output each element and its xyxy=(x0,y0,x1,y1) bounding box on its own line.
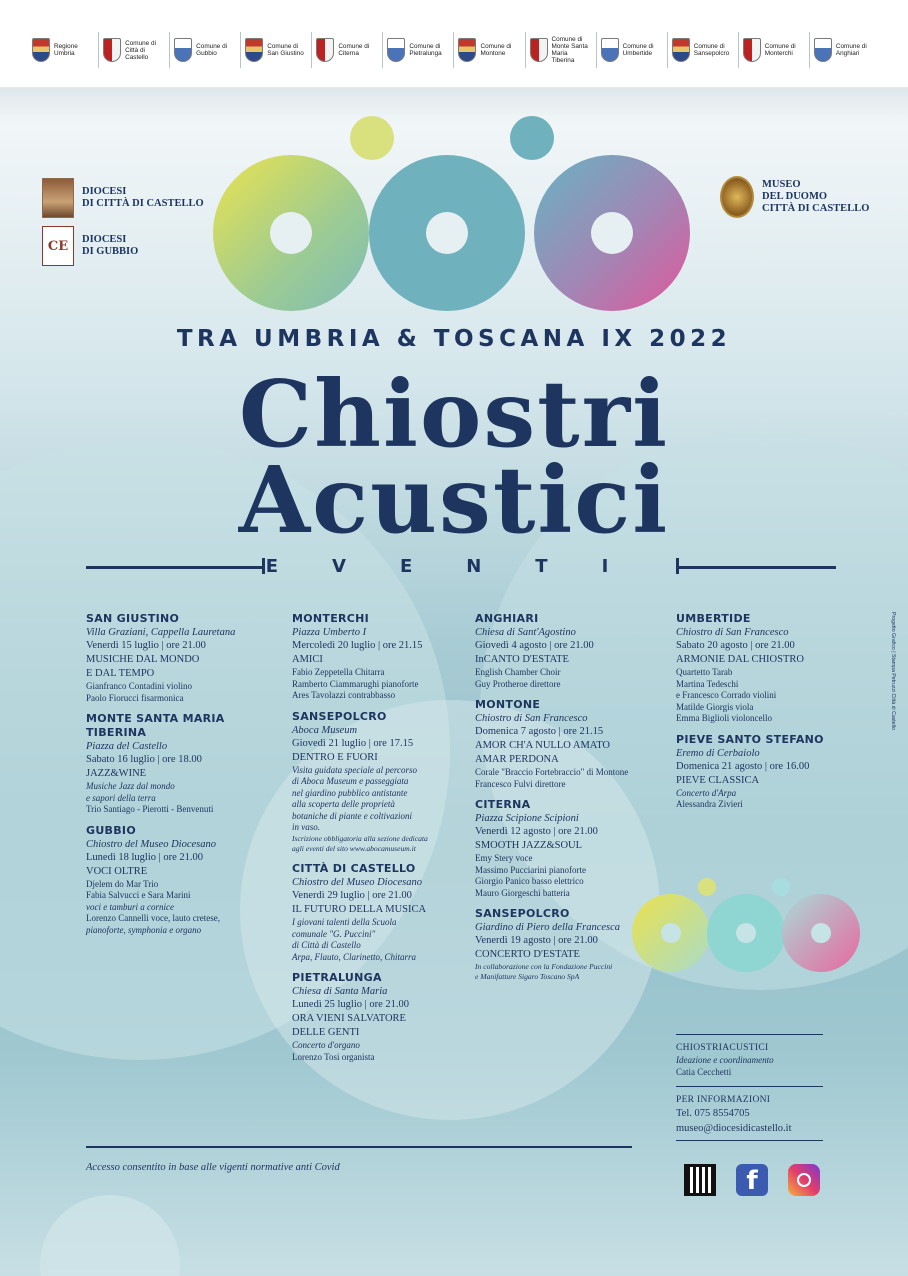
event-performer: e Manifatture Sigaro Toscano SpA xyxy=(475,972,580,982)
sponsor-logo xyxy=(738,32,809,68)
event-performer: Mauro Giorgeschi batteria xyxy=(475,887,570,898)
event-performer: Iscrizione obbligatoria alla sezione dedicata xyxy=(292,833,428,843)
credits-divider xyxy=(676,1086,823,1087)
sponsor-name: Comune di San Giustino xyxy=(267,43,304,57)
event-performer: English Chamber Choir xyxy=(475,667,561,677)
logo-ring-hole xyxy=(270,212,312,254)
sponsor-logo xyxy=(667,32,738,68)
logo-ring-hole xyxy=(426,212,468,254)
event-town: SANSEPOLCRO xyxy=(292,709,387,723)
event-title: ARMONIE DAL CHIOSTRO xyxy=(676,654,804,665)
events-heading: EVENTI xyxy=(265,556,663,577)
event-performer: Giorgio Panico basso elettrico xyxy=(475,876,584,886)
event-venue: Eremo di Cerbaiolo xyxy=(676,747,760,759)
diocesi-gubbio-logo: CE xyxy=(42,226,74,266)
event-entry xyxy=(475,698,675,790)
event-venue: Chiesa di Sant'Agostino xyxy=(475,627,576,638)
event-entry xyxy=(676,733,851,811)
event-venue: Piazza del Castello xyxy=(86,741,168,752)
sponsor-name: Comune di Pietralunga xyxy=(409,43,442,57)
event-title: AMAR PERDONA xyxy=(475,754,559,765)
event-performer: voci e tamburi a cornice xyxy=(86,901,174,912)
event-title: PIEVE CLASSICA xyxy=(676,774,760,786)
event-title: InCANTO D'ESTATE xyxy=(475,654,569,665)
event-date: Venerdì 29 luglio | ore 21.00 xyxy=(292,890,412,902)
sponsor-logo-bar xyxy=(0,0,908,88)
facebook-icon[interactable]: f xyxy=(736,1164,768,1196)
bg-circle xyxy=(40,1195,180,1276)
info-phone[interactable]: Tel. 075 8554705 xyxy=(676,1108,750,1119)
diocesi-castello-label: DIOCESI DI CITTÀ DI CASTELLO xyxy=(82,186,204,209)
small-ring-hole xyxy=(736,923,756,943)
credits-brand: CHIOSTRIACUSTICI xyxy=(676,1043,769,1053)
small-dot xyxy=(772,878,790,896)
sponsor-name: Regione Umbria xyxy=(54,43,78,57)
event-performer: Djelem do Mar Trio xyxy=(86,878,159,889)
event-title: VOCI OLTRE xyxy=(86,865,148,877)
event-performer: Fabia Salvucci e Sara Marini xyxy=(86,890,191,900)
event-title: JAZZ&WINE xyxy=(86,768,147,779)
event-title: IL FUTURO DELLA MUSICA xyxy=(292,904,427,916)
event-venue: Piazza Scipione Scipioni xyxy=(475,813,579,824)
diocesi-gubbio-label: DIOCESI DI GUBBIO xyxy=(82,234,139,257)
event-town: MONTONE xyxy=(475,698,541,711)
credits-role: Ideazione e coordinamento xyxy=(676,1055,774,1065)
event-date: Mercoledì 20 luglio | ore 21.15 xyxy=(292,640,423,651)
event-venue: Giardino di Piero della Francesca xyxy=(475,922,621,933)
event-title: AMICI xyxy=(292,654,323,665)
event-date: Domenica 21 agosto | ore 16.00 xyxy=(676,760,810,772)
event-entry xyxy=(86,612,274,704)
event-date: Lunedì 18 luglio | ore 21.00 xyxy=(86,851,204,863)
sponsor-logo xyxy=(525,32,596,68)
event-venue: Chiostro di San Francesco xyxy=(475,713,588,724)
crest-icon xyxy=(672,38,690,62)
event-town: MONTERCHI xyxy=(292,612,370,625)
event-performer: Francesco Fulvi direttore xyxy=(475,778,566,789)
event-performer: Emy Stery voce xyxy=(475,853,533,863)
title-line-1: Chiostri xyxy=(238,360,670,468)
event-performer: Matilde Giorgis viola xyxy=(676,701,754,712)
small-ring-hole xyxy=(661,923,681,943)
event-date: Domenica 7 agosto | ore 21.15 xyxy=(475,726,604,737)
event-entry xyxy=(475,798,675,899)
crest-icon xyxy=(103,38,121,62)
event-venue: Piazza Umberto I xyxy=(292,627,367,638)
event-performer: in vaso. xyxy=(292,822,320,832)
event-entry xyxy=(292,710,480,855)
event-venue: Villa Graziani, Cappella Lauretana xyxy=(86,627,236,638)
crest-icon xyxy=(601,38,619,62)
event-venue: Chiostro del Museo Diocesano xyxy=(86,838,216,850)
event-title: ORA VIENI SALVATORE xyxy=(292,1013,406,1025)
festival-subtitle: TRA UMBRIA & TOSCANA IX 2022 xyxy=(176,326,732,352)
event-performer: Concerto d'Arpa xyxy=(676,787,737,798)
small-ring-hole xyxy=(811,923,831,943)
credits-person: Catia Cecchetti xyxy=(676,1067,732,1077)
event-entry xyxy=(292,971,480,1063)
event-date: Sabato 20 agosto | ore 21.00 xyxy=(676,640,795,651)
museo-duomo-block xyxy=(720,176,869,218)
logo-dot-teal xyxy=(510,116,554,160)
event-town: SANSEPOLCRO xyxy=(475,907,570,920)
event-entry xyxy=(292,862,480,963)
event-performer: Quartetto Tarab xyxy=(676,667,733,677)
event-performer: di Città di Castello xyxy=(292,940,361,951)
sponsor-name: Comune di Citerna xyxy=(338,43,370,57)
logo-ring-hole xyxy=(591,212,633,254)
event-date: Venerdì 12 agosto | ore 21.00 xyxy=(475,826,598,837)
event-performer: comunale "G. Puccini" xyxy=(292,928,376,939)
event-title: CONCERTO D'ESTATE xyxy=(475,949,580,960)
sponsor-name: Comune di Monterchi xyxy=(764,43,796,57)
event-performer: Emma Biglioli violoncello xyxy=(676,713,772,723)
event-town: PIEVE SANTO STEFANO xyxy=(676,732,824,746)
event-date: Giovedì 4 agosto | ore 21.00 xyxy=(475,640,594,651)
sponsor-logo xyxy=(809,32,880,68)
event-performer: Corale "Braccio Fortebraccio" di Montone xyxy=(475,767,629,777)
crest-icon xyxy=(387,38,405,62)
event-entry xyxy=(86,712,274,816)
event-date: Sabato 16 luglio | ore 18.00 xyxy=(86,754,202,765)
event-date: Venerdì 19 agosto | ore 21.00 xyxy=(475,935,598,946)
qr-code-icon[interactable] xyxy=(684,1164,716,1196)
info-email[interactable]: museo@diocesidicastello.it xyxy=(676,1123,792,1134)
events-column-2 xyxy=(292,612,480,1071)
event-performer: agli eventi del sito www.abocamuseum.it xyxy=(292,843,416,853)
sponsor-logo xyxy=(311,32,382,68)
crest-icon xyxy=(245,38,263,62)
sponsor-logo xyxy=(382,32,453,68)
event-performer: Paolo Fiorucci fisarmonica xyxy=(86,692,184,703)
event-title: DENTRO E FUORI xyxy=(292,751,378,763)
event-performer: nel giardino pubblico antistante xyxy=(292,787,408,798)
credits-divider xyxy=(676,1034,823,1035)
events-column-4 xyxy=(676,612,851,819)
event-performer: Gianfranco Contadini violino xyxy=(86,681,192,691)
sponsor-name: Comune di Anghiari xyxy=(835,43,867,57)
event-town: PIETRALUNGA xyxy=(292,971,382,985)
event-town: UMBERTIDE xyxy=(676,612,751,625)
event-performer: Ares Tavolazzi contrabbasso xyxy=(292,690,396,700)
footer-divider xyxy=(86,1146,632,1148)
event-town: ANGHIARI xyxy=(475,612,539,625)
sponsor-name: Comune di Umbertide xyxy=(622,43,654,57)
print-credit: Progetto Grafico | Stampa Petruzzi Città di Castello xyxy=(890,612,896,730)
event-venue: Chiesa di Santa Maria xyxy=(292,986,388,998)
sponsor-name: Comune di Città di Castello xyxy=(125,39,156,61)
crest-icon xyxy=(458,38,476,62)
event-title: AMOR CH'A NULLO AMATO xyxy=(475,740,611,751)
sponsor-logo xyxy=(240,32,311,68)
event-performer: Concerto d'organo xyxy=(292,1040,360,1051)
event-performer: e Francesco Corrado violini xyxy=(676,690,777,700)
crest-icon xyxy=(814,38,832,62)
sponsor-logo xyxy=(453,32,524,68)
event-performer: pianoforte, symphonia e organo xyxy=(86,924,202,935)
covid-notice: Accesso consentito in base alle vigenti normative anti Covid xyxy=(86,1162,340,1173)
crest-icon xyxy=(32,38,50,62)
event-venue: Chiostro del Museo Diocesano xyxy=(292,877,422,889)
event-town: GUBBIO xyxy=(86,823,136,837)
museo-duomo-label: MUSEO DEL DUOMO CITTÀ DI CASTELLO xyxy=(762,179,870,214)
event-performer: Lorenzo Cannelli voce, lauto cretese, xyxy=(86,913,220,923)
divider-line-right xyxy=(678,566,836,569)
sponsor-logo xyxy=(596,32,667,68)
crest-icon xyxy=(743,38,761,62)
event-performer: Massimo Pucciarini pianoforte xyxy=(475,864,586,875)
crest-icon xyxy=(530,38,548,62)
sponsor-name: Comune di Gubbio xyxy=(196,43,228,57)
event-town: SAN GIUSTINO xyxy=(86,612,180,625)
credits-block xyxy=(676,1034,823,1148)
sponsor-name: Comune di Monte Santa Maria Tiberina xyxy=(551,36,588,64)
sponsor-name: Comune di Montone xyxy=(480,43,512,57)
instagram-icon[interactable] xyxy=(788,1164,820,1196)
sponsor-logo xyxy=(98,32,169,68)
event-performer: I giovani talenti della Scuola xyxy=(292,917,397,928)
event-entry xyxy=(292,612,480,702)
crest-icon xyxy=(316,38,334,62)
social-links xyxy=(684,1164,820,1196)
event-performer: Musiche Jazz dal mondo xyxy=(86,781,175,791)
header-shade xyxy=(0,88,908,124)
events-divider xyxy=(86,556,836,578)
event-title: SMOOTH JAZZ&SOUL xyxy=(475,840,583,851)
credits-divider xyxy=(676,1140,823,1141)
event-date: Giovedì 21 luglio | ore 17.15 xyxy=(292,737,414,749)
event-entry xyxy=(86,824,274,937)
event-performer: botaniche di piante e coltivazioni xyxy=(292,810,412,821)
museo-duomo-logo xyxy=(720,176,754,218)
event-title: E DAL TEMPO xyxy=(86,668,155,679)
event-venue: Chiostro di San Francesco xyxy=(676,627,789,638)
event-performer: di Aboca Museum e passeggiata xyxy=(292,776,409,786)
sponsor-logo xyxy=(169,32,240,68)
info-heading: PER INFORMAZIONI xyxy=(676,1095,771,1105)
event-performer: In collaborazione con la Fondazione Puccini xyxy=(475,962,613,971)
sponsor-name: Comune di Sansepolcro xyxy=(693,43,730,57)
diocesi-gubbio-block xyxy=(42,226,138,266)
event-venue: Aboca Museum xyxy=(292,724,358,736)
title-line-2: Acustici xyxy=(238,446,670,554)
event-performer: alla scoperta delle proprietà xyxy=(292,799,395,809)
event-date: Venerdì 15 luglio | ore 21.00 xyxy=(86,640,206,651)
event-performer: Lorenzo Tosi organista xyxy=(292,1051,375,1062)
event-date: Lunedì 25 luglio | ore 21.00 xyxy=(292,999,410,1011)
diocesi-castello-block xyxy=(42,178,204,218)
event-title: DELLE GENTI xyxy=(292,1027,360,1039)
event-performer: Guy Protheroe direttore xyxy=(475,678,561,689)
event-performer: Ramberto Ciammarughi pianoforte xyxy=(292,678,419,689)
event-town: CITERNA xyxy=(475,798,531,811)
event-title: MUSICHE DAL MONDO xyxy=(86,654,200,665)
event-performer: Trio Santiago - Pierotti - Benvenuti xyxy=(86,804,214,814)
event-performer: Visita guidata speciale al percorso xyxy=(292,764,417,775)
event-performer: Fabio Zeppetella Chitarra xyxy=(292,667,385,677)
crest-icon xyxy=(174,38,192,62)
event-town: CITTÀ DI CASTELLO xyxy=(292,862,416,876)
sponsor-logo xyxy=(28,32,98,68)
event-performer: e sapori della terra xyxy=(86,792,156,803)
event-entry xyxy=(676,612,851,725)
event-entry xyxy=(475,612,675,690)
event-performer: Arpa, Flauto, Clarinetto, Chitarra xyxy=(292,951,417,962)
logo-dot-yellow xyxy=(350,116,394,160)
events-column-1 xyxy=(86,612,274,944)
event-town: MONTE SANTA MARIA TIBERINA xyxy=(86,712,225,739)
small-dot xyxy=(698,878,716,896)
divider-line-left xyxy=(86,566,264,569)
event-performer: Martina Tedeschi xyxy=(676,678,739,689)
diocesi-castello-logo xyxy=(42,178,74,218)
event-performer: Alessandra Zivieri xyxy=(676,799,743,809)
